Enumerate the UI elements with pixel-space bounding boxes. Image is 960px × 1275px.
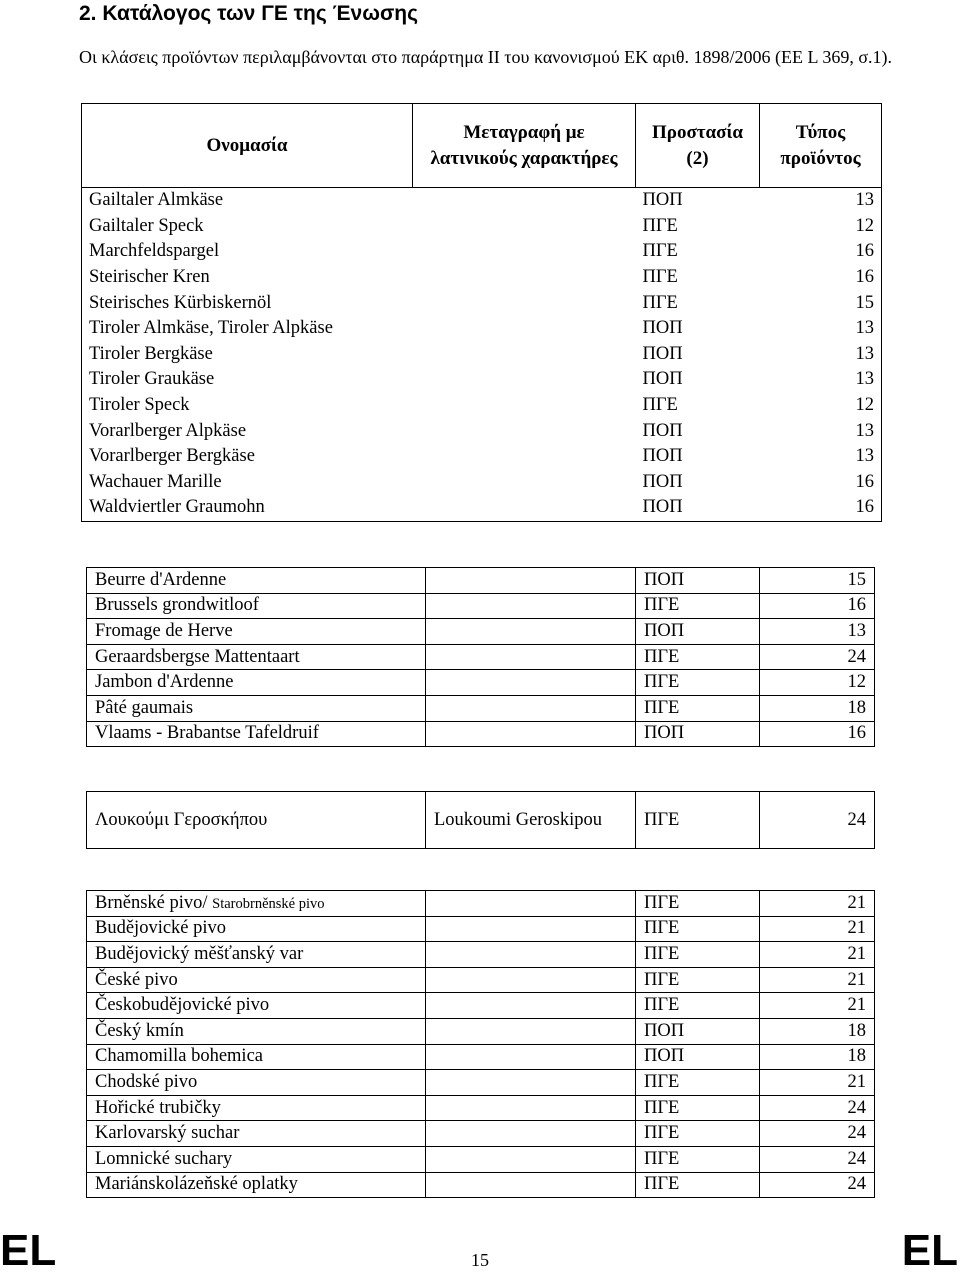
product-name-text: Brněnské pivo/ (95, 892, 213, 913)
protection-type: ΠΟΠ (636, 1044, 760, 1070)
latin-transcription (413, 290, 636, 316)
table-row (87, 670, 875, 696)
page-number: 15 (471, 1250, 489, 1270)
product-class: 21 (760, 967, 875, 993)
protection-type: ΠΓΕ (636, 891, 760, 917)
table-row (87, 593, 875, 619)
product-class: 16 (855, 267, 874, 288)
latin-transcription (413, 367, 636, 393)
table-row (87, 993, 875, 1019)
protection-type: ΠΟΠ (642, 497, 683, 518)
table-row (87, 1172, 875, 1198)
protection-type: ΠΓΕ (636, 1070, 760, 1096)
product-name: Gailtaler Speck (89, 215, 204, 236)
table-row (82, 214, 882, 240)
austria-table (81, 103, 882, 522)
protection-type: ΠΓΕ (636, 644, 760, 670)
product-name-alt: Starobrněnské pivo (212, 895, 325, 912)
product-name: Λουκούμι Γεροσκήπου (87, 792, 426, 849)
product-class: 16 (855, 241, 874, 262)
latin-transcription (426, 670, 636, 696)
protection-type: ΠΓΕ (636, 1146, 760, 1172)
product-class: 21 (760, 891, 875, 917)
protection-type: ΠΟΠ (642, 190, 683, 211)
belgium-table-body (87, 568, 875, 747)
product-name: Brussels grondwitloof (87, 593, 426, 619)
product-name: Vorarlberger Bergkäse (89, 446, 255, 467)
protection-type: ΠΟΠ (642, 471, 683, 492)
table-row (82, 444, 882, 470)
latin-transcription (413, 214, 636, 240)
product-name: Pâté gaumais (87, 695, 426, 721)
product-class: 24 (760, 1095, 875, 1121)
latin-transcription (426, 721, 636, 747)
belgium-table (86, 567, 875, 747)
protection-type: ΠΓΕ (636, 916, 760, 942)
latin-transcription (426, 891, 636, 917)
product-name: Waldviertler Graumohn (89, 497, 265, 518)
protection-type: ΠΟΠ (642, 420, 683, 441)
product-class: 12 (760, 670, 875, 696)
cyprus-table (86, 791, 875, 849)
protection-type: ΠΟΠ (642, 446, 683, 467)
product-class: 13 (855, 420, 874, 441)
table-row (87, 568, 875, 594)
product-name (87, 891, 426, 917)
product-name: Fromage de Herve (87, 619, 426, 645)
latin-transcription (426, 942, 636, 968)
latin-transcription (426, 695, 636, 721)
protection-type: ΠΓΕ (636, 1121, 760, 1147)
product-name: České pivo (87, 967, 426, 993)
product-name: Českobudějovické pivo (87, 993, 426, 1019)
protection-type: ΠΓΕ (636, 993, 760, 1019)
protection-type: ΠΓΕ (642, 241, 678, 262)
table-row (82, 342, 882, 368)
table-row (87, 619, 875, 645)
product-name: Lomnické suchary (87, 1146, 426, 1172)
product-name: Budějovický měšťanský var (87, 942, 426, 968)
table-row (87, 891, 875, 917)
protection-type: ΠΟΠ (642, 343, 683, 364)
product-class: 24 (760, 644, 875, 670)
product-class: 12 (855, 215, 874, 236)
protection-type: ΠΓΕ (636, 1095, 760, 1121)
product-class: 15 (855, 292, 874, 313)
table-row (82, 239, 882, 265)
product-class: 13 (855, 190, 874, 211)
protection-type: ΠΓΕ (642, 292, 678, 313)
latin-transcription (413, 342, 636, 368)
protection-type: ΠΟΠ (636, 1018, 760, 1044)
product-name: Chodské pivo (87, 1070, 426, 1096)
table-row (87, 1044, 875, 1070)
product-name: Český kmín (87, 1018, 426, 1044)
table-row (82, 316, 882, 342)
protection-type: ΠΓΕ (642, 215, 678, 236)
product-class: 13 (855, 369, 874, 390)
protection-type: ΠΓΕ (636, 792, 760, 849)
table-row (87, 695, 875, 721)
table-row (87, 721, 875, 747)
header-name: Ονομασία (82, 104, 413, 188)
protection-type: ΠΓΕ (636, 670, 760, 696)
latin-transcription (426, 1121, 636, 1147)
product-name: Wachauer Marille (89, 471, 222, 492)
protection-type: ΠΟΠ (636, 568, 760, 594)
product-name: Budějovické pivo (87, 916, 426, 942)
product-class: 12 (855, 395, 874, 416)
table-row (87, 1146, 875, 1172)
table-row (82, 188, 882, 214)
protection-type: ΠΓΕ (636, 695, 760, 721)
latin-transcription (426, 619, 636, 645)
product-name: Steirischer Kren (89, 267, 210, 288)
product-name: Chamomilla bohemica (87, 1044, 426, 1070)
header-protection: Προστασία (2) (636, 104, 760, 188)
product-name: Vorarlberger Alpkäse (89, 420, 247, 441)
protection-type: ΠΓΕ (642, 395, 678, 416)
latin-transcription (413, 239, 636, 265)
protection-type: ΠΟΠ (642, 318, 683, 339)
protection-type: ΠΟΠ (636, 619, 760, 645)
latin-transcription (426, 993, 636, 1019)
table-row (82, 470, 882, 496)
product-class: 21 (760, 916, 875, 942)
latin-transcription: Loukoumi Geroskipou (426, 792, 636, 849)
product-name: Beurre d'Ardenne (87, 568, 426, 594)
product-class: 24 (760, 1146, 875, 1172)
table-row (82, 290, 882, 316)
product-class: 13 (855, 318, 874, 339)
product-name: Tiroler Speck (89, 395, 190, 416)
product-name: Marchfeldspargel (89, 241, 220, 262)
austria-table-body (82, 188, 882, 522)
product-name: Gailtaler Almkäse (89, 190, 224, 211)
latin-transcription (426, 1146, 636, 1172)
latin-transcription (413, 316, 636, 342)
table-row (87, 1095, 875, 1121)
latin-transcription (413, 393, 636, 419)
protection-type: ΠΓΕ (636, 1172, 760, 1198)
latin-transcription (426, 644, 636, 670)
latin-transcription (413, 444, 636, 470)
product-class: 16 (760, 721, 875, 747)
table-row (82, 367, 882, 393)
table-row (82, 495, 882, 521)
product-class: 13 (855, 343, 874, 364)
intro-paragraph: Οι κλάσεις προϊόντων περιλαμβάνονται στο παράρτημα II του κανονισμού ΕΚ αριθ. 1898/2006 (ΕΕ L 369, σ.1). (79, 47, 893, 67)
product-class: 21 (760, 993, 875, 1019)
latin-transcription (426, 967, 636, 993)
latin-transcription (426, 568, 636, 594)
protection-type: ΠΓΕ (642, 267, 678, 288)
table-row (87, 916, 875, 942)
latin-transcription (426, 1095, 636, 1121)
latin-transcription (426, 1044, 636, 1070)
product-name: Steirisches Kürbiskernöl (89, 292, 272, 313)
product-class: 16 (760, 593, 875, 619)
product-class: 16 (855, 471, 874, 492)
latin-transcription (413, 470, 636, 496)
product-class: 18 (760, 1018, 875, 1044)
header-latin: Μεταγραφή με λατινικούς χαρακτήρες (413, 104, 636, 188)
product-name: Tiroler Graukäse (89, 369, 215, 390)
cyprus-table-body (87, 792, 875, 849)
latin-transcription (426, 1018, 636, 1044)
latin-transcription (426, 916, 636, 942)
protection-type: ΠΟΠ (642, 369, 683, 390)
product-name: Hořické trubičky (87, 1095, 426, 1121)
table-row (87, 942, 875, 968)
header-type: Τύπος προϊόντος (760, 104, 882, 188)
table-row (87, 967, 875, 993)
product-name: Mariánskolázeňské oplatky (87, 1172, 426, 1198)
product-class: 24 (760, 1121, 875, 1147)
product-name: Karlovarský suchar (87, 1121, 426, 1147)
product-class: 24 (760, 792, 875, 849)
product-name: Jambon d'Ardenne (87, 670, 426, 696)
latin-transcription (426, 1172, 636, 1198)
latin-transcription (426, 1070, 636, 1096)
table-row (82, 393, 882, 419)
product-class: 21 (760, 942, 875, 968)
product-class: 13 (760, 619, 875, 645)
product-class: 18 (760, 1044, 875, 1070)
latin-transcription (413, 265, 636, 291)
product-name: Geraardsbergse Mattentaart (87, 644, 426, 670)
latin-transcription (426, 593, 636, 619)
latin-transcription (413, 418, 636, 444)
product-class: 13 (855, 446, 874, 467)
table-row (87, 1070, 875, 1096)
product-name: Tiroler Bergkäse (89, 343, 213, 364)
product-class: 15 (760, 568, 875, 594)
table-row (87, 644, 875, 670)
product-class: 24 (760, 1172, 875, 1198)
table-row (87, 1018, 875, 1044)
table-row (87, 792, 875, 849)
footer-language-left: EL (0, 1226, 57, 1275)
product-name: Vlaams - Brabantse Tafeldruif (87, 721, 426, 747)
protection-type: ΠΓΕ (636, 967, 760, 993)
protection-type: ΠΓΕ (636, 942, 760, 968)
table-row (82, 418, 882, 444)
table-row (87, 1121, 875, 1147)
protection-type: ΠΓΕ (636, 593, 760, 619)
product-name: Tiroler Almkäse, Tiroler Alpkäse (89, 318, 333, 339)
product-class: 21 (760, 1070, 875, 1096)
latin-transcription (413, 495, 636, 521)
czech-table (86, 890, 875, 1198)
section-heading: 2. Κατάλογος των ΓΕ της Ένωσης (79, 2, 419, 25)
footer-language-right: EL (901, 1226, 958, 1275)
product-class: 18 (760, 695, 875, 721)
protection-type: ΠΟΠ (636, 721, 760, 747)
czech-table-body (87, 891, 875, 1198)
table-row (82, 265, 882, 291)
latin-transcription (413, 188, 636, 214)
product-class: 16 (855, 497, 874, 518)
